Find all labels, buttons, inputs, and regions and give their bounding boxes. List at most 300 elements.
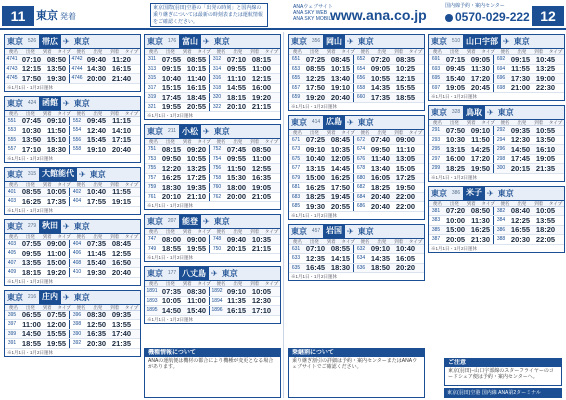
- return-departure: 14:55: [226, 83, 247, 93]
- column-header: 便名: [500, 49, 510, 54]
- return-departure: 07:40: [370, 135, 391, 145]
- outbound-flight-number: 391: [7, 340, 17, 347]
- destination-airport: 小松: [179, 125, 201, 139]
- route-block: [288, 115, 425, 220]
- flight-row: [289, 254, 424, 264]
- flight-row: [145, 174, 280, 184]
- destination-airport: 鳥取: [463, 106, 485, 120]
- outbound-flight-number: 671: [291, 136, 301, 143]
- column-header: タイプ: [57, 181, 71, 187]
- return-departure: 07:20: [370, 54, 391, 64]
- column-header: 出発: [93, 304, 103, 310]
- route-footnote: ※1月1日・1月2日運休: [429, 174, 564, 181]
- column-4: [428, 34, 565, 257]
- flight-row: [429, 126, 564, 136]
- outbound-departure: 10:00: [445, 215, 466, 225]
- flight-row: [289, 174, 424, 184]
- outbound-arrival: 19:20: [46, 267, 67, 277]
- outbound-arrival: 11:00: [187, 296, 206, 306]
- outbound-departure: 07:55: [161, 54, 182, 64]
- return-departure: 14:50: [510, 144, 531, 154]
- column-header: 出発: [309, 129, 319, 135]
- flight-row: [145, 245, 280, 255]
- outbound-departure: 16:25: [21, 196, 42, 206]
- outbound-arrival: 20:55: [186, 102, 207, 112]
- return-arrival: 21:40: [111, 73, 132, 83]
- outbound-departure: 09:15: [161, 64, 182, 74]
- outbound-flight-number: 381: [431, 207, 441, 214]
- outbound-flight-number: 383: [431, 217, 441, 224]
- return-flight-number: 1892: [211, 288, 223, 295]
- route-miles: 211: [168, 128, 176, 134]
- column-header: 便名: [76, 304, 86, 310]
- column-header: 出発: [165, 281, 175, 286]
- return-airport: 東京: [513, 37, 530, 46]
- outbound-flight-number: 685: [291, 203, 301, 210]
- return-departure: 20:15: [226, 244, 247, 254]
- section-title-text: 東京: [36, 10, 58, 22]
- route-header: [5, 291, 140, 305]
- return-arrival: 11:15: [112, 116, 131, 126]
- flight-row: [145, 145, 280, 155]
- return-airport: 東京: [213, 217, 230, 226]
- return-arrival: 21:35: [535, 163, 556, 173]
- return-arrival: 21:35: [111, 338, 132, 348]
- return-departure: 16:05: [370, 173, 391, 183]
- flight-row: [289, 55, 424, 65]
- outbound-arrival: 19:30: [46, 73, 67, 83]
- return-departure: 09:55: [226, 64, 247, 74]
- column-header: タイプ: [341, 238, 355, 244]
- return-arrival: 18:55: [395, 92, 416, 102]
- flight-row: [5, 136, 140, 146]
- return-departure: 09:10: [370, 244, 391, 254]
- return-departure: 16:35: [86, 329, 107, 339]
- outbound-arrival: 10:15: [330, 64, 351, 74]
- return-flight-number: 316: [212, 75, 222, 82]
- outbound-departure: 09:55: [21, 248, 42, 258]
- route-footnote: ※1月1日・1月2日運休: [289, 273, 424, 280]
- return-flight-number: 392: [72, 340, 82, 347]
- aircraft-info-text: ANAの運航便は機材の都合により機種が変更となる場合があります。: [148, 358, 274, 370]
- outbound-arrival: 09:10: [46, 116, 67, 126]
- outbound-flight-number: 651: [291, 56, 301, 63]
- outbound-arrival: 08:30: [186, 286, 207, 296]
- return-arrival: 21:05: [251, 192, 272, 202]
- flight-row: [145, 55, 280, 65]
- column-header: 便名: [216, 229, 226, 234]
- return-flight-number: 672: [356, 136, 366, 143]
- outbound-flight-number: 397: [7, 321, 17, 328]
- return-flight-number: 318: [212, 84, 222, 91]
- column-header: 到着: [42, 304, 52, 310]
- return-departure: 17:55: [86, 196, 107, 206]
- outbound-departure: 14:50: [21, 329, 42, 339]
- left-page-number: 11: [2, 6, 34, 26]
- route-miles: 457: [311, 227, 321, 234]
- outbound-departure: 17:10: [21, 144, 42, 154]
- outbound-departure: 13:15: [445, 144, 466, 154]
- column-header: 便名: [148, 281, 158, 286]
- return-flight-number: 636: [356, 264, 366, 271]
- route-footnote: ※1月1日・1月2日運休: [145, 112, 280, 119]
- return-arrival: 19:00: [535, 73, 556, 83]
- outbound-arrival: 20:40: [330, 92, 351, 102]
- column-header: 出発: [517, 200, 527, 206]
- route-miles: 328: [451, 109, 461, 115]
- outbound-departure: 07:10: [21, 54, 42, 64]
- return-flight-number: 632: [356, 245, 366, 252]
- outbound-flight-number: 387: [431, 236, 441, 243]
- route-miles: 526: [27, 38, 37, 44]
- flight-row: [289, 202, 424, 212]
- return-departure: 17:30: [510, 73, 531, 83]
- outbound-arrival: 13:50: [46, 64, 67, 74]
- airplane-icon: ✈: [347, 117, 354, 127]
- outbound-flight-number: 691: [431, 56, 441, 63]
- return-departure: 17:45: [510, 154, 531, 164]
- return-arrival: 08:15: [251, 54, 272, 64]
- return-arrival: 10:25: [395, 64, 416, 74]
- column-header: 便名: [216, 49, 226, 54]
- column-header: 到着: [42, 110, 52, 116]
- column-header: 便名: [216, 139, 226, 144]
- route-header: [289, 225, 424, 239]
- flight-row: [5, 126, 140, 136]
- return-flight-number: 750: [212, 245, 222, 252]
- return-arrival: 22:00: [395, 192, 416, 202]
- return-airport: 東京: [497, 108, 514, 117]
- outbound-departure: 10:30: [445, 135, 466, 145]
- return-flight-number: 398: [72, 321, 82, 328]
- transfer-info-box: [288, 348, 425, 398]
- outbound-departure: 12:15: [21, 64, 42, 74]
- return-airport: 東京: [73, 37, 90, 46]
- flight-row: [145, 155, 280, 165]
- column-header: 便名: [500, 120, 510, 125]
- outbound-flight-number: 757: [147, 174, 157, 181]
- return-arrival: 16:05: [395, 253, 416, 263]
- outbound-flight-number: 693: [431, 65, 441, 72]
- outbound-departure: 06:55: [21, 310, 42, 320]
- outbound-flight-number: 401: [7, 188, 17, 195]
- column-2: [144, 34, 281, 328]
- outbound-arrival: 15:10: [46, 135, 67, 145]
- return-flight-number: 292: [496, 127, 506, 134]
- column-header: タイプ: [548, 200, 563, 206]
- outbound-arrival: 17:35: [46, 196, 67, 206]
- outbound-arrival: 08:50: [470, 206, 491, 216]
- column-header: 出発: [25, 233, 35, 239]
- outbound-departure: 16:25: [161, 173, 182, 183]
- outbound-arrival: 19:55: [186, 244, 207, 254]
- outbound-departure: 08:15: [161, 144, 182, 154]
- flight-row: [5, 117, 140, 127]
- column-header: 出発: [377, 238, 387, 244]
- route-miles: 356: [311, 38, 321, 44]
- outbound-arrival: 11:50: [47, 125, 66, 135]
- route-header: [145, 215, 280, 229]
- return-flight-number: 686: [356, 203, 366, 210]
- outbound-flight-number: 405: [7, 250, 17, 257]
- route-block: [428, 34, 565, 101]
- return-departure: 18:00: [226, 182, 247, 192]
- return-departure: 19:10: [86, 144, 107, 154]
- outbound-flight-number: 385: [431, 226, 441, 233]
- return-departure: 12:40: [86, 125, 107, 135]
- outbound-flight-number: 681: [291, 184, 301, 191]
- outbound-departure: 19:05: [445, 83, 466, 93]
- return-departure: 18:50: [370, 263, 391, 273]
- outbound-flight-number: 409: [7, 269, 17, 276]
- column-header: 到着: [182, 139, 192, 144]
- route-block: [428, 186, 565, 253]
- return-departure: 18:15: [226, 92, 247, 102]
- destination-airport: 富山: [179, 35, 201, 49]
- route-footnote: ※1月1日・1月2日運休: [429, 93, 564, 100]
- return-flight-number: 680: [356, 174, 366, 181]
- outbound-departure: 11:00: [22, 319, 41, 329]
- outbound-departure: 12:25: [305, 73, 326, 83]
- return-arrival: 16:10: [535, 144, 556, 154]
- outbound-departure: 18:55: [21, 338, 42, 348]
- outbound-departure: 12:35: [305, 253, 326, 263]
- return-arrival: 10:05: [251, 286, 272, 296]
- column-header: 到着: [326, 238, 336, 244]
- return-airport: 東京: [73, 98, 90, 108]
- route-footnote: ※1月1日・1月2日運休: [429, 245, 564, 252]
- return-departure: 09:40: [86, 54, 107, 64]
- column-header: 出発: [449, 49, 459, 54]
- return-departure: 20:30: [86, 338, 107, 348]
- column-header: 出発: [517, 49, 527, 54]
- column-header: タイプ: [264, 139, 279, 144]
- column-header: 到着: [326, 49, 336, 54]
- return-departure: 20:30: [510, 234, 531, 244]
- outbound-arrival: 10:15: [186, 64, 207, 74]
- outbound-flight-number: 683: [291, 193, 301, 200]
- column-header: 便名: [500, 200, 510, 206]
- return-departure: 08:30: [86, 310, 107, 320]
- return-departure: 11:50: [227, 163, 246, 173]
- column-header: 到着: [394, 49, 404, 54]
- return-arrival: 13:05: [395, 154, 416, 164]
- column-header: 出発: [517, 120, 527, 125]
- return-arrival: 16:50: [111, 258, 132, 268]
- outbound-departure: 13:15: [305, 163, 326, 173]
- return-arrival: 08:50: [251, 144, 272, 154]
- origin-airport: 東京: [7, 169, 23, 179]
- outbound-arrival: 17:25: [186, 173, 207, 183]
- column-header: 到着: [394, 129, 404, 135]
- column-header: 便名: [432, 200, 442, 206]
- column-header: 出発: [377, 49, 387, 54]
- column-header: 便名: [292, 49, 302, 54]
- outbound-arrival: 10:05: [46, 187, 67, 197]
- column-header: 便名: [216, 281, 226, 286]
- column-header: タイプ: [124, 49, 139, 54]
- return-departure: 16:55: [510, 225, 531, 235]
- flight-row: [5, 55, 140, 65]
- return-departure: 20:40: [370, 201, 391, 211]
- return-arrival: 10:45: [535, 54, 556, 64]
- ana-url[interactable]: www.ana.co.jp: [330, 7, 427, 23]
- route-footnote: ※1月1日・1月2日運休: [145, 316, 280, 323]
- outbound-arrival: 10:55: [186, 154, 207, 164]
- origin-airport: 東京: [7, 292, 23, 302]
- outbound-departure: 09:50: [161, 154, 182, 164]
- outbound-departure: 08:55: [21, 187, 42, 197]
- return-flight-number: 684: [356, 193, 366, 200]
- outbound-flight-number: 551: [7, 117, 17, 124]
- return-arrival: 11:10: [396, 144, 415, 154]
- outbound-arrival: 14:45: [330, 163, 351, 173]
- outbound-arrival: 08:50: [46, 54, 67, 64]
- flight-row: [145, 306, 280, 316]
- flight-row: [145, 297, 280, 307]
- flight-row: [5, 320, 140, 330]
- flight-row: [289, 93, 424, 103]
- outbound-flight-number: 553: [7, 127, 17, 134]
- return-flight-number: 390: [72, 330, 82, 337]
- outbound-arrival: 17:20: [470, 154, 491, 164]
- outbound-departure: 13:55: [21, 258, 42, 268]
- column-header: 出発: [233, 49, 243, 54]
- outbound-arrival: 13:40: [330, 73, 351, 83]
- flight-row: [289, 145, 424, 155]
- outbound-arrival: 09:00: [46, 239, 67, 249]
- outbound-departure: 18:15: [21, 267, 42, 277]
- return-airport: 東京: [357, 37, 374, 46]
- column-header: 出発: [25, 49, 35, 54]
- outbound-flight-number: 679: [291, 174, 301, 181]
- return-arrival: 12:30: [251, 296, 272, 306]
- column-header: 出発: [93, 49, 103, 54]
- airplane-icon: ✈: [203, 127, 210, 136]
- outbound-flight-number: 293: [431, 136, 441, 143]
- column-header: タイプ: [197, 49, 211, 54]
- return-flight-number: 320: [212, 94, 222, 101]
- route-block: [144, 266, 281, 324]
- page-header: [0, 0, 566, 30]
- outbound-departure: 20:10: [161, 192, 182, 202]
- return-flight-number: 552: [72, 117, 82, 124]
- column-header: 便名: [360, 49, 370, 54]
- return-arrival: 17:15: [111, 135, 132, 145]
- outbound-departure: 18:25: [445, 163, 466, 173]
- return-departure: 09:40: [226, 234, 247, 244]
- column-header: タイプ: [124, 181, 139, 187]
- return-departure: 18:25: [370, 182, 391, 192]
- return-airport: 東京: [357, 117, 374, 127]
- return-flight-number: 382: [496, 207, 506, 214]
- outbound-flight-number: 635: [291, 264, 301, 271]
- column-header: タイプ: [548, 120, 563, 125]
- route-footnote: ※1月1日・1月2日運休: [5, 84, 140, 91]
- return-arrival: 11:00: [252, 154, 271, 164]
- return-flight-number: 692: [496, 56, 506, 63]
- flight-row: [429, 216, 564, 226]
- return-flight-number: 652: [356, 56, 366, 63]
- return-flight-number: 678: [356, 165, 366, 172]
- column-header: タイプ: [341, 129, 355, 135]
- return-departure: 09:55: [226, 154, 247, 164]
- outbound-arrival: 08:55: [186, 54, 207, 64]
- outbound-flight-number: 1895: [146, 307, 158, 314]
- outbound-departure: 07:20: [445, 206, 466, 216]
- route-header: [289, 116, 424, 130]
- phone-number[interactable]: 0570-029-222: [455, 10, 530, 24]
- route-block: [144, 34, 281, 120]
- outbound-flight-number: 753: [147, 155, 157, 162]
- outbound-flight-number: 407: [7, 259, 17, 266]
- outbound-departure: 15:40: [445, 73, 466, 83]
- column-header: タイプ: [57, 233, 71, 239]
- outbound-departure: 18:25: [305, 192, 326, 202]
- flight-row: [429, 65, 564, 75]
- return-departure: 09:45: [86, 116, 107, 126]
- return-flight-number: 656: [356, 75, 366, 82]
- outbound-arrival: 15:00: [46, 258, 67, 268]
- column-header: 到着: [182, 229, 192, 234]
- return-flight-number: 4746: [71, 75, 83, 82]
- return-flight-number: 300: [496, 165, 506, 172]
- flight-row: [5, 145, 140, 155]
- return-arrival: 11:00: [252, 64, 271, 74]
- return-departure: 15:45: [86, 135, 107, 145]
- transfer-info-title: 乗継割について: [289, 349, 424, 357]
- origin-airport: 東京: [147, 127, 163, 136]
- column-header: タイプ: [57, 304, 71, 310]
- return-arrival: 19:20: [251, 92, 272, 102]
- outbound-arrival: 16:25: [470, 225, 491, 235]
- return-flight-number: 694: [496, 65, 506, 72]
- outbound-arrival: 17:20: [470, 73, 491, 83]
- return-airport: 東京: [89, 169, 106, 179]
- return-flight-number: 294: [496, 136, 506, 143]
- phone-icon: [445, 14, 453, 22]
- return-flight-number: 4742: [71, 56, 83, 63]
- flight-row: [145, 193, 280, 203]
- return-airport: 東京: [213, 127, 230, 136]
- column-header: 到着: [250, 49, 260, 54]
- return-arrival: 08:35: [395, 54, 416, 64]
- route-footnote: ※1月1日・1月2日運休: [145, 202, 280, 209]
- flight-row: [5, 330, 140, 340]
- flight-row: [5, 65, 140, 75]
- column-header: 便名: [8, 233, 18, 239]
- route-header: [5, 97, 140, 111]
- flight-row: [429, 74, 564, 84]
- return-arrival: 19:50: [395, 182, 416, 192]
- destination-airport: 岡山: [323, 35, 345, 49]
- route-miles: 386: [451, 189, 461, 196]
- outbound-flight-number: 657: [291, 84, 301, 91]
- return-arrival: 15:55: [395, 83, 416, 93]
- route-block: [144, 214, 281, 262]
- outbound-departure: 16:00: [445, 154, 466, 164]
- flight-row: [429, 235, 564, 245]
- outbound-flight-number: 403: [7, 240, 17, 247]
- outbound-flight-number: 759: [147, 184, 157, 191]
- return-departure: 09:10: [226, 286, 247, 296]
- outbound-arrival: 09:05: [470, 54, 491, 64]
- flight-row: [5, 339, 140, 349]
- route-header: [145, 35, 280, 49]
- ana-website-label: ANAウェブサイト ANA SKY WEB ANA SKY MOBILE: [293, 4, 335, 22]
- route-header: [5, 35, 140, 49]
- route-block: [4, 96, 141, 163]
